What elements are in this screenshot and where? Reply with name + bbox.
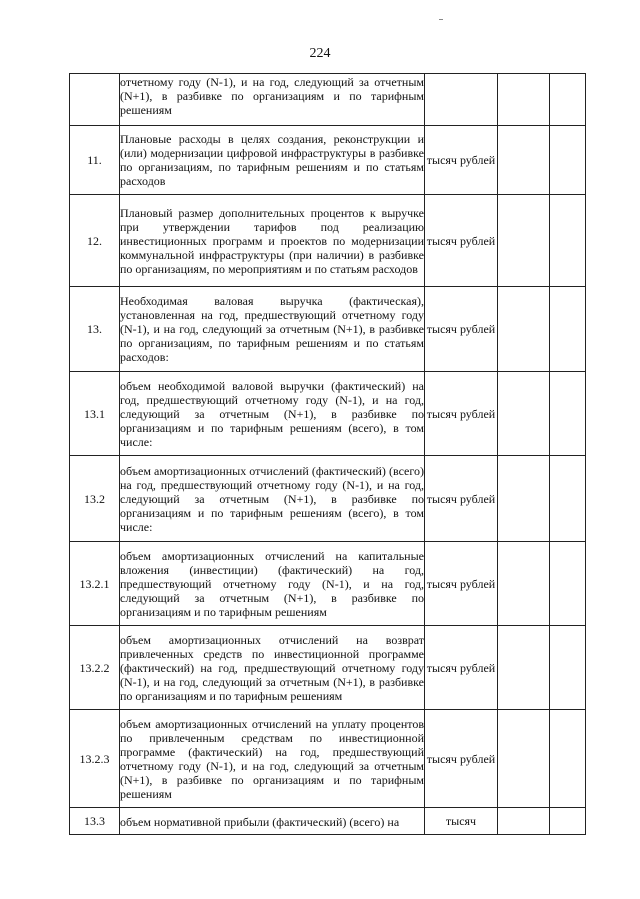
table-row [70,626,586,710]
row-number: 11. [70,126,120,195]
row-description: объем необходимой валовой выручки (фактический) на год, предшествующий отчетному году (N-1), и на год, следующий за отчетным (N+1), в разбивке по организациям и по тарифным решениям (всего), в том числе: [120,372,425,456]
value-cell [498,195,550,287]
table-row [70,710,586,808]
row-description: Плановый размер дополнительных процентов к выручке при утверждении тарифов под реализацию инвестиционных программ и проектов по модернизации коммунальной инфраструктуры (при наличии) в разбивке по организациям, по мероприятиям и по статьям расходов [120,195,425,287]
table-row [70,542,586,626]
row-number: 13.2.1 [70,542,120,626]
value-cell [550,456,586,542]
value-cell [550,542,586,626]
table-row [70,126,586,195]
table-row [70,74,586,126]
row-unit: тысяч рублей [425,195,498,287]
row-description: объем амортизационных отчислений на уплату процентов по привлеченным средствам по инвестиционной программе (фактический) на год, предшествующий отчетному году (N-1), и на год, следующий за отчетным (N+1), в разбивке по организациям и по тарифным решениям [120,710,425,808]
row-number: 13. [70,287,120,372]
value-cell [550,372,586,456]
row-number: 13.2.3 [70,710,120,808]
row-number [70,74,120,126]
value-cell [498,126,550,195]
row-unit [425,74,498,126]
value-cell [550,287,586,372]
table-row [70,808,586,835]
row-number: 13.2 [70,456,120,542]
value-cell [498,287,550,372]
page-number: 224 [309,46,331,61]
value-cell [498,74,550,126]
row-unit: тысяч рублей [425,710,498,808]
row-unit: тысяч рублей [425,287,498,372]
row-description: объем нормативной прибыли (фактический) (всего) на [120,808,425,835]
value-cell [550,710,586,808]
value-cell [550,195,586,287]
row-unit: тысяч рублей [425,126,498,195]
row-description: Плановые расходы в целях создания, реконструкции и (или) модернизации цифровой инфраструктуры в разбивке по организациям, по тарифным решениям и по статьям расходов [120,126,425,195]
row-description: объем амортизационных отчислений на возврат привлеченных средств по инвестиционной программе (фактический) на год, предшествующий отчетному году (N-1), и на год, следующий за отчетным (N+1), в разбивке по организациям и по тарифным решениям [120,626,425,710]
scan-artifact [439,19,443,20]
table-row [70,195,586,287]
value-cell [550,808,586,835]
table-row [70,456,586,542]
table-row [70,287,586,372]
row-description: Необходимая валовая выручка (фактическая), установленная на год, предшествующий отчетному году (N-1), и на год, следующий за отчетным (N+1), в разбивке по организациям, по тарифным решениям и по статьям расходов: [120,287,425,372]
table-row [70,372,586,456]
row-unit: тысяч рублей [425,542,498,626]
row-unit: тысяч [425,808,498,835]
value-cell [498,626,550,710]
row-number: 12. [70,195,120,287]
value-cell [498,456,550,542]
value-cell [498,542,550,626]
row-description: объем амортизационных отчислений на капитальные вложения (инвестиции) (фактический) на год, предшествующий отчетному году (N-1), и на год, следующий за отчетным (N+1), в разбивке по организациям и по тарифным решениям [120,542,425,626]
row-number: 13.1 [70,372,120,456]
value-cell [498,808,550,835]
row-number: 13.2.2 [70,626,120,710]
row-description: отчетному году (N-1), и на год, следующий за отчетным (N+1), в разбивке по организациям и по тарифным решениям [120,74,425,126]
value-cell [498,710,550,808]
row-unit: тысяч рублей [425,456,498,542]
value-cell [550,126,586,195]
value-cell [550,626,586,710]
row-description: объем амортизационных отчислений (фактический) (всего) на год, предшествующий отчетному году (N-1), и на год, следующий за отчетным (N+1), в разбивке по организациям и по тарифным решениям (всего), в том числе: [120,456,425,542]
indicators-table [69,73,586,835]
value-cell [550,74,586,126]
row-unit: тысяч рублей [425,372,498,456]
value-cell [498,372,550,456]
row-unit: тысяч рублей [425,626,498,710]
row-number: 13.3 [70,808,120,835]
